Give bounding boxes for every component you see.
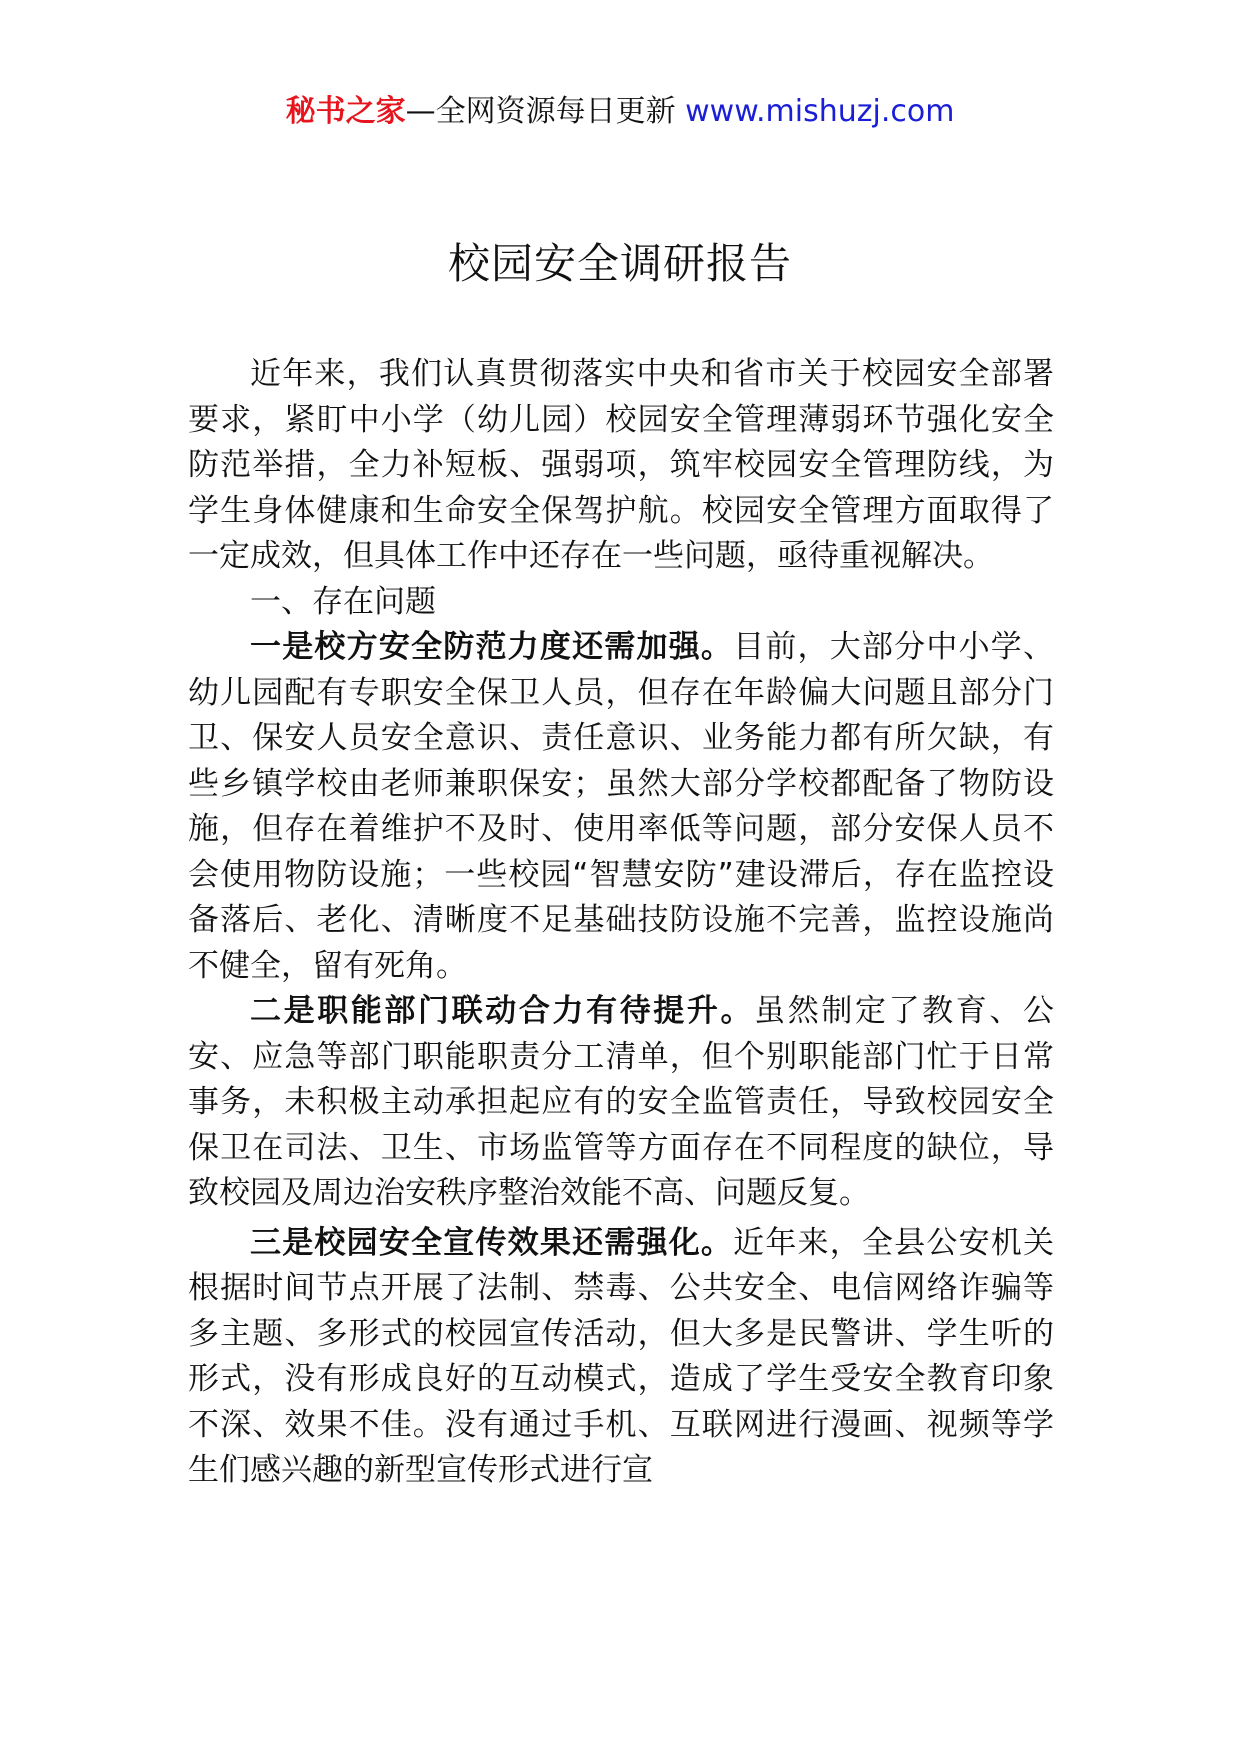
site-brand: 秘书之家 bbox=[285, 94, 406, 129]
issue-text-3: 近年来，全县公安机关根据时间节点开展了法制、禁毒、公共安全、电信网络诈骗等多主题、多形式的校园宣传活动，但大多是民警讲、学生听的形式，没有形成良好的互动模式，造成了学生受安全教育印象不深、效果不佳。没有通过手机、互联网进行漫画、视频等学生们感兴趣的新型宣传形式进行宣 bbox=[188, 1224, 1054, 1488]
document-body bbox=[188, 352, 1054, 1494]
issue-paragraph-2 bbox=[188, 989, 1054, 1217]
site-url-link[interactable]: www.mishuzj.com bbox=[685, 94, 955, 129]
site-slogan: —全网资源每日更新 bbox=[405, 94, 686, 129]
site-header bbox=[0, 92, 1240, 132]
issue-paragraph-1 bbox=[188, 625, 1054, 989]
issue-lead-3: 三是校园安全宣传效果还需强化。 bbox=[250, 1224, 734, 1261]
issue-lead-1: 一是校方安全防范力度还需加强。 bbox=[250, 629, 734, 665]
issue-text-1: 目前，大部分中小学、幼儿园配有专职安全保卫人员，但存在年龄偏大问题且部分门卫、保安人员安全意识、责任意识、业务能力都有所欠缺，有些乡镇学校由老师兼职保安；虽然大部分学校都配备了物防设施，但存在着维护不及时、使用率低等问题，部分安保人员不会使用物防设施；一些校园“智慧安防”建设滞后，存在监控设备落后、老化、清晰度不足基础技防设施不完善，监控设施尚不健全，留有死角。 bbox=[188, 629, 1054, 984]
issue-paragraph-3 bbox=[188, 1221, 1054, 1494]
intro-paragraph: 近年来，我们认真贯彻落实中央和省市关于校园安全部署要求，紧盯中小学（幼儿园）校园安全管理薄弱环节强化安全防范举措，全力补短板、强弱项，筑牢校园安全管理防线，为学生身体健康和生命安全保驾护航。校园安全管理方面取得了一定成效，但具体工作中还存在一些问题，亟待重视解决。 bbox=[188, 356, 1054, 574]
issue-text-2: 虽然制定了教育、公安、应急等部门职能职责分工清单，但个别职能部门忙于日常事务，未积极主动承担起应有的安全监管责任，导致校园安全保卫在司法、卫生、市场监管等方面存在不同程度的缺位，导致校园及周边治安秩序整治效能不高、问题反复。 bbox=[188, 993, 1055, 1211]
section-heading: 一、存在问题 bbox=[250, 583, 436, 620]
document-title: 校园安全调研报告 bbox=[447, 239, 792, 288]
issue-lead-2: 二是职能部门联动合力有待提升。 bbox=[250, 993, 755, 1029]
